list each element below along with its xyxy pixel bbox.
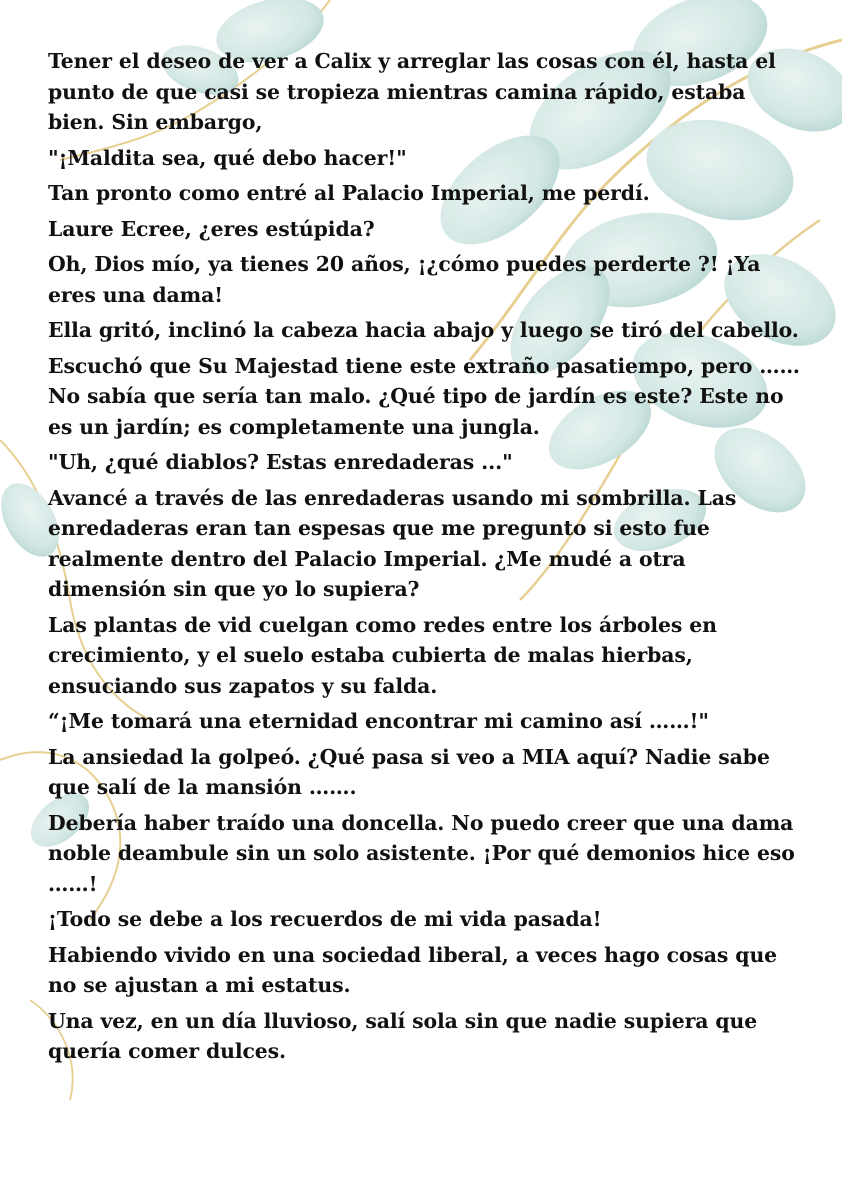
paragraph: Una vez, en un día lluvioso, salí sola sin que nadie supiera que quería comer dulces. [48,1008,758,1063]
paragraph: Escuchó que Su Majestad tiene este extraño pasatiempo, pero …… No sabía que sería tan malo. ¿Qué tipo de jardín es este? Este no es un jardín; es completamente una jungla. [48,353,800,439]
paragraph: Ella gritó, inclinó la cabeza hacia abajo y luego se tiró del cabello. [48,318,799,342]
paragraph: Tener el deseo de ver a Calix y arreglar las cosas con él, hasta el punto de que casi se tropieza mientras camina rápido, estaba bien. Sin embargo, [48,49,776,134]
paragraph: “¡Me tomará una eternidad encontrar mi camino así ……!" [48,709,709,733]
paragraph: "¡Maldita sea, qué debo hacer!" [48,145,407,170]
paragraph: Habiendo vivido en una sociedad liberal, a veces hago cosas que no se ajustan a mi estatus. [48,942,778,997]
paragraph: Oh, Dios mío, ya tienes 20 años, ¡¿cómo puedes perderte ?! ¡Ya eres una dama! [48,252,761,307]
paragraph: Tan pronto como entré al Palacio Imperial, me perdí. [48,181,650,205]
paragraph: "Uh, ¿qué diablos? Estas enredaderas ..." [48,450,513,474]
paragraph: La ansiedad la golpeó. ¿Qué pasa si veo a MIA aquí? Nadie sabe que salí de la mansión ……. [48,744,770,799]
document-body [48,46,808,1072]
paragraph: Las plantas de vid cuelgan como redes entre los árboles en crecimiento, y el suelo estaba cubierta de malas hierbas, ensuciando sus zapatos y su falda. [48,612,717,698]
paragraph: ¡Todo se debe a los recuerdos de mi vida pasada! [48,907,602,931]
paragraph: Debería haber traído una doncella. No puedo creer que una dama noble deambule sin un solo asistente. ¡Por qué demonios hice eso ……! [48,810,795,896]
paragraph: Avancé a través de las enredaderas usando mi sombrilla. Las enredaderas eran tan espesas que me pregunto si esto fue realmente dentro del Palacio Imperial. ¿Me mudé a otra dimensión sin que yo lo supiera? [48,485,737,601]
paragraph: Laure Ecree, ¿eres estúpida? [48,216,375,241]
